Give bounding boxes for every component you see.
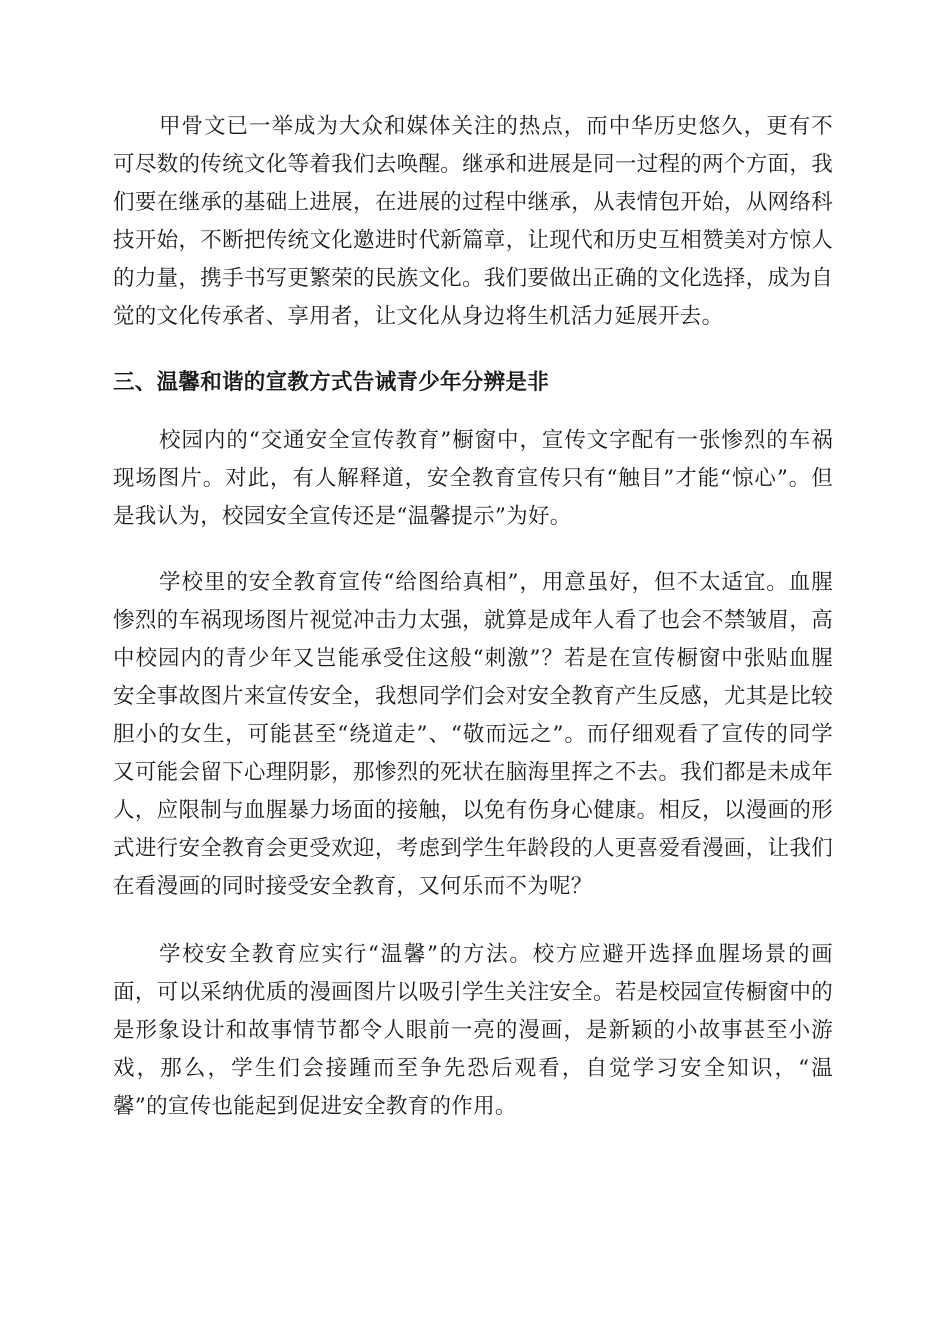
- section-heading: 三、温馨和谐的宣教方式告诫青少年分辨是非: [113, 370, 550, 395]
- paragraph-campus-window: 校园内的“交通安全宣传教育”橱窗中，宣传文字配有一张惨烈的车祸现场图片。对此，有人解释道，安全教育宣传只有“触目”才能“惊心”。但是我认为，校园安全宣传还是“温馨提示”为好。: [113, 428, 833, 529]
- paragraph-oracle-bone-culture: 甲骨文已一举成为大众和媒体关注的热点，而中华历史悠久，更有不可尽数的传统文化等着我们去唤醒。继承和进展是同一过程的两个方面，我们要在继承的基础上进展，在进展的过程中继承，从表情包开始，从网络科技开始，不断把传统文化邀进时代新篇章，让现代和历史互相赞美对方惊人的力量，携手书写更繁荣的民族文化。我们要做出正确的文化选择，成为自觉的文化传承者、享用者，让文化从身边将生机活力延展开去。: [113, 114, 833, 329]
- paragraph-warm-method: 学校安全教育应实行“温馨”的方法。校方应避开选择血腥场景的画面，可以采纳优质的漫画图片以吸引学生关注安全。若是校园宣传橱窗中的是形象设计和故事情节都令人眼前一亮的漫画，是新颖的小故事甚至小游戏，那么，学生们会接踵而至争先恐后观看，自觉学习安全知识，“温馨”的宣传也能起到促进安全教育的作用。: [113, 942, 833, 1119]
- document-page: [113, 108, 833, 1126]
- paragraph-graphic-images: 学校里的安全教育宣传“给图给真相”，用意虽好，但不太适宜。血腥惨烈的车祸现场图片视觉冲击力太强，就算是成年人看了也会不禁皱眉，高中校园内的青少年又岂能承受住这般“刺激”？若是在宣传橱窗中张贴血腥安全事故图片来宣传安全，我想同学们会对安全教育产生反感，尤其是比较胆小的女生，可能甚至“绕道走”、“敬而远之”。而仔细观看了宣传的同学又可能会留下心理阴影，那惨烈的死状在脑海里挥之不去。我们都是未成年人，应限制与血腥暴力场面的接触，以免有伤身心健康。相反，以漫画的形式进行安全教育会更受欢迎，考虑到学生年龄段的人更喜爱看漫画，让我们在看漫画的同时接受安全教育，又何乐而不为呢？: [113, 570, 833, 899]
